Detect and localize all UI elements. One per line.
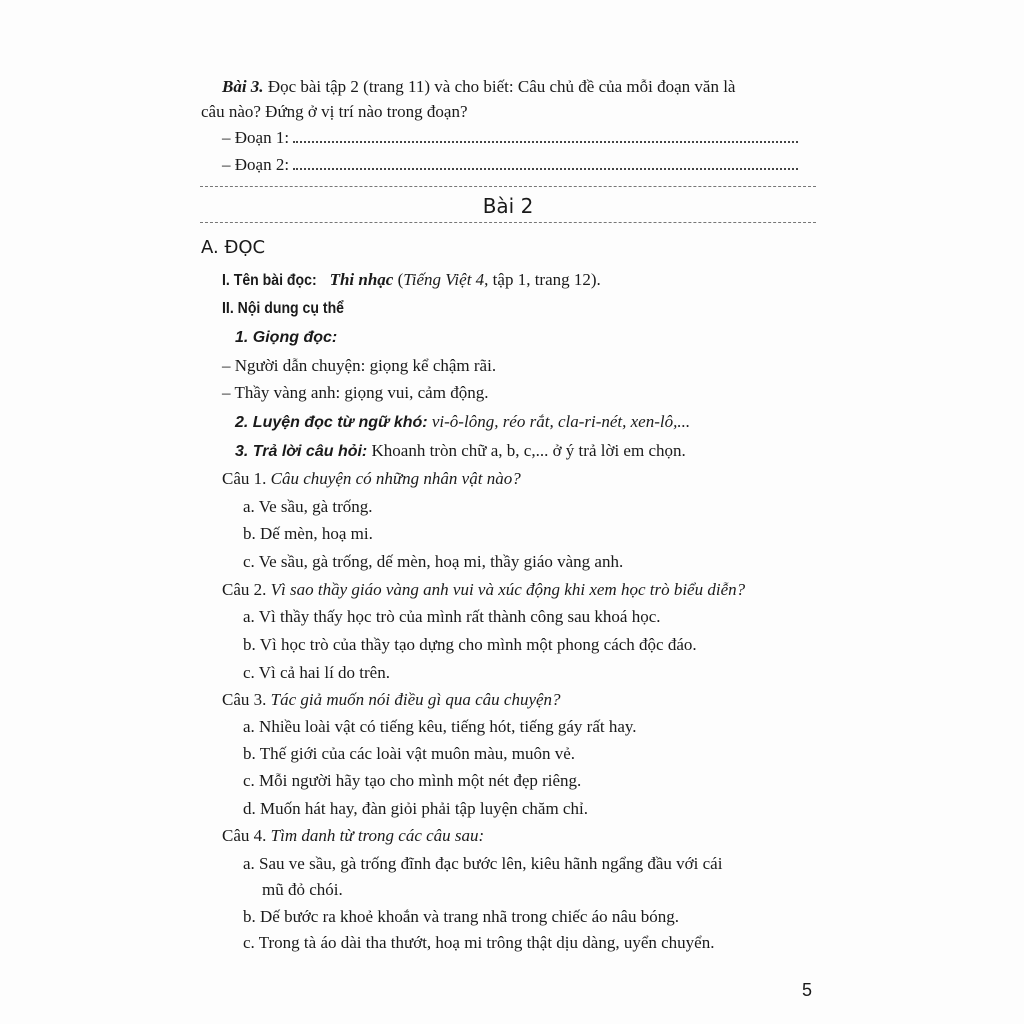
option: d. Muốn hát hay, đàn giỏi phải tập luyện chăm chỉ. [243,799,588,818]
luyen-doc-line [235,412,690,433]
bai3-label: Bài 3. [222,77,264,96]
answer-dots [293,141,798,143]
tra-loi-label: 3. Trả lời câu hỏi: [235,443,368,460]
bai3-line2: câu nào? Đứng ở vị trí nào trong đoạn? [201,102,468,121]
giong-doc-line: – Người dẫn chuyện: giọng kể chậm rãi. [222,356,497,375]
option: c. Mỗi người hãy tạo cho mình một nét đẹp riêng. [243,771,582,790]
doan1-label: – Đoạn 1: [222,128,290,147]
doan2-line [222,155,798,175]
page-number: 5 [802,980,813,1000]
q-text: Vì sao thầy giáo vàng anh vui và xúc động khi xem học trò biểu diễn? [266,580,746,599]
words: vi-ô-lông, réo rắt, cla-ri-nét, xen-lô,... [427,412,691,431]
text: ( [393,270,404,289]
q-text: Tìm danh từ trong các câu sau: [266,826,485,845]
question-3 [222,690,561,710]
part1-title: Thi nhạc [329,270,394,289]
part1-label: I. Tên bài đọc: [222,272,317,289]
doan2-label: – Đoạn 2: [222,155,290,174]
q-text: Câu chuyện có những nhân vật nào? [266,469,521,488]
option: b. Vì học trò của thầy tạo dựng cho mình một phong cách độc đáo. [243,635,697,654]
bai3-text: Đọc bài tập 2 (trang 11) và cho biết: Câu chủ đề của mỗi đoạn văn là [263,77,736,96]
option: b. Dế mèn, hoạ mi. [243,524,373,543]
option: a. Ve sầu, gà trống. [243,497,373,516]
option: b. Dế bước ra khoẻ khoắn và trang nhã trong chiếc áo nâu bóng. [243,907,679,926]
lesson-title: Bài 2 [482,194,534,218]
text: , tập 1, trang 12). [484,270,601,289]
answer-dots [293,168,798,170]
section-heading: A. ĐỌC [201,237,266,258]
q-num: Câu 3. [222,690,267,709]
option-continued: mũ đỏ chói. [262,880,343,899]
option: b. Thế giới của các loài vật muôn màu, muôn vẻ. [243,744,576,763]
giong-doc-line: – Thầy vàng anh: giọng vui, cảm động. [222,383,489,402]
q-text: Tác giả muốn nói điều gì qua câu chuyện? [266,690,561,709]
part2-heading: II. Nội dung cụ thể [222,300,345,317]
question-2 [222,580,745,600]
option: a. Vì thầy thấy học trò của mình rất thành công sau khoá học. [243,607,661,626]
luyen-doc-label: 2. Luyện đọc từ ngữ khó: [235,414,428,431]
question-4 [222,826,484,846]
q-num: Câu 2. [222,580,267,599]
bai3-line1 [222,77,735,97]
q-num: Câu 4. [222,826,267,845]
q-num: Câu 1. [222,469,267,488]
tra-loi-line [235,441,686,462]
part1-line [222,270,601,291]
doan1-line [222,128,798,148]
option: a. Sau ve sầu, gà trống đĩnh đạc bước lên, kiêu hãnh ngẩng đầu với cái [243,854,723,873]
option: c. Ve sầu, gà trống, dế mèn, hoạ mi, thầy giáo vàng anh. [243,552,624,571]
question-1 [222,469,521,489]
option: a. Nhiều loài vật có tiếng kêu, tiếng hót, tiếng gáy rất hay. [243,717,637,736]
option: c. Vì cả hai lí do trên. [243,663,390,682]
giong-doc-heading: 1. Giọng đọc: [235,329,338,346]
book-name: Tiếng Việt 4 [403,270,485,289]
option: c. Trong tà áo dài tha thướt, hoạ mi trông thật dịu dàng, uyển chuyển. [243,933,715,952]
text: Khoanh tròn chữ a, b, c,... ở ý trả lời em chọn. [367,441,686,460]
divider [200,186,816,187]
divider [200,222,816,223]
